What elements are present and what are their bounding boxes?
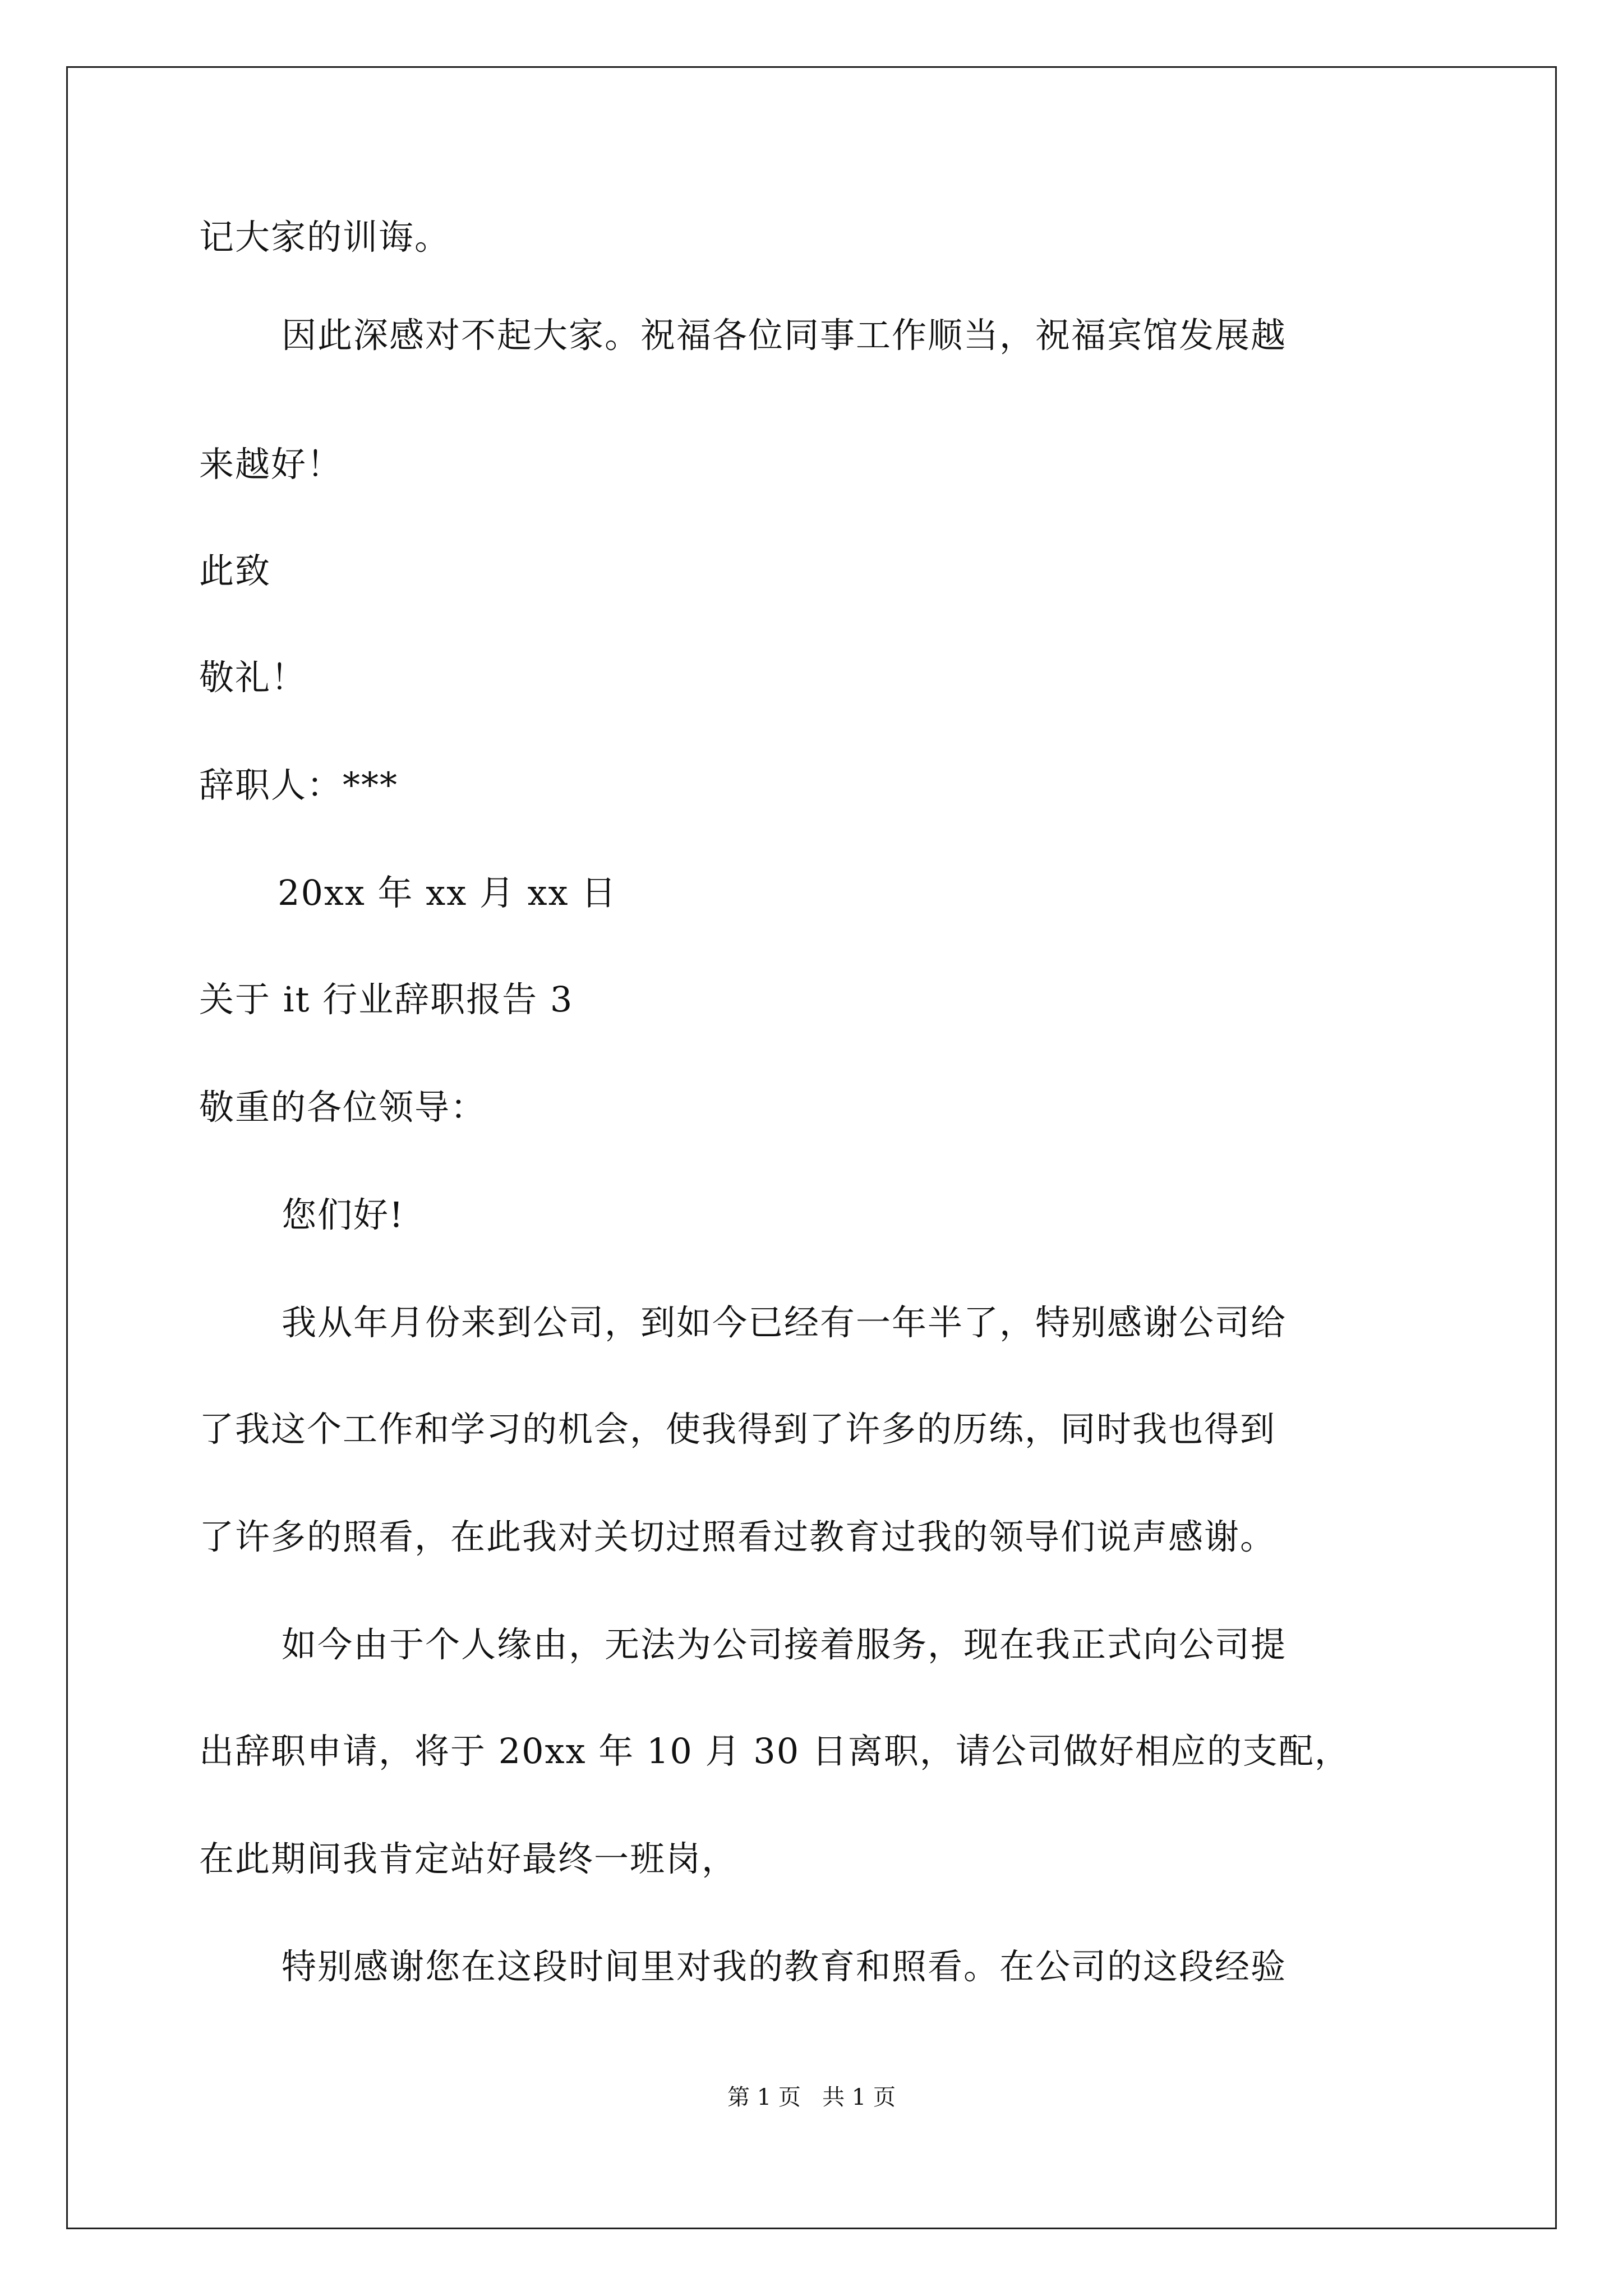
signatory-line: 辞职人：*** (199, 765, 399, 806)
page-border (66, 66, 1557, 2229)
text-line: 敬礼！ (199, 657, 307, 698)
text-line: 了许多的照看，在此我对关切过照看过教育过我的领导们说声感谢。 (199, 1516, 1276, 1557)
section-title: 关于 it 行业辞职报告 3 (199, 979, 574, 1020)
text-line: 因此深感对不起大家。祝福各位同事工作顺当，祝福宾馆发展越 (282, 315, 1287, 356)
text-line: 特别感谢您在这段时间里对我的教育和照看。在公司的这段经验 (282, 1946, 1287, 1987)
greeting: 您们好! (282, 1194, 404, 1235)
salutation: 敬重的各位领导： (199, 1087, 487, 1128)
text-line: 如今由于个人缘由，无法为公司接着服务，现在我正式向公司提 (282, 1624, 1287, 1665)
text-line: 了我这个工作和学习的机会，使我得到了许多的历练，同时我也得到 (199, 1409, 1276, 1450)
page-footer: 第 1 页 共 1 页 (727, 2085, 896, 2110)
text-line: 来越好！ (199, 444, 343, 485)
date-line: 20xx 年 xx 月 xx 日 (278, 872, 617, 913)
text-line: 记大家的训诲。 (199, 217, 451, 257)
text-line: 我从年月份来到公司，到如今已经有一年半了，特别感谢公司给 (282, 1302, 1287, 1343)
text-line: 出辞职申请，将于 20xx 年 10 月 30 日离职，请公司做好相应的支配， (199, 1731, 1350, 1772)
text-line: 在此期间我肯定站好最终一班岗， (199, 1838, 738, 1879)
text-line: 此致 (199, 550, 271, 591)
